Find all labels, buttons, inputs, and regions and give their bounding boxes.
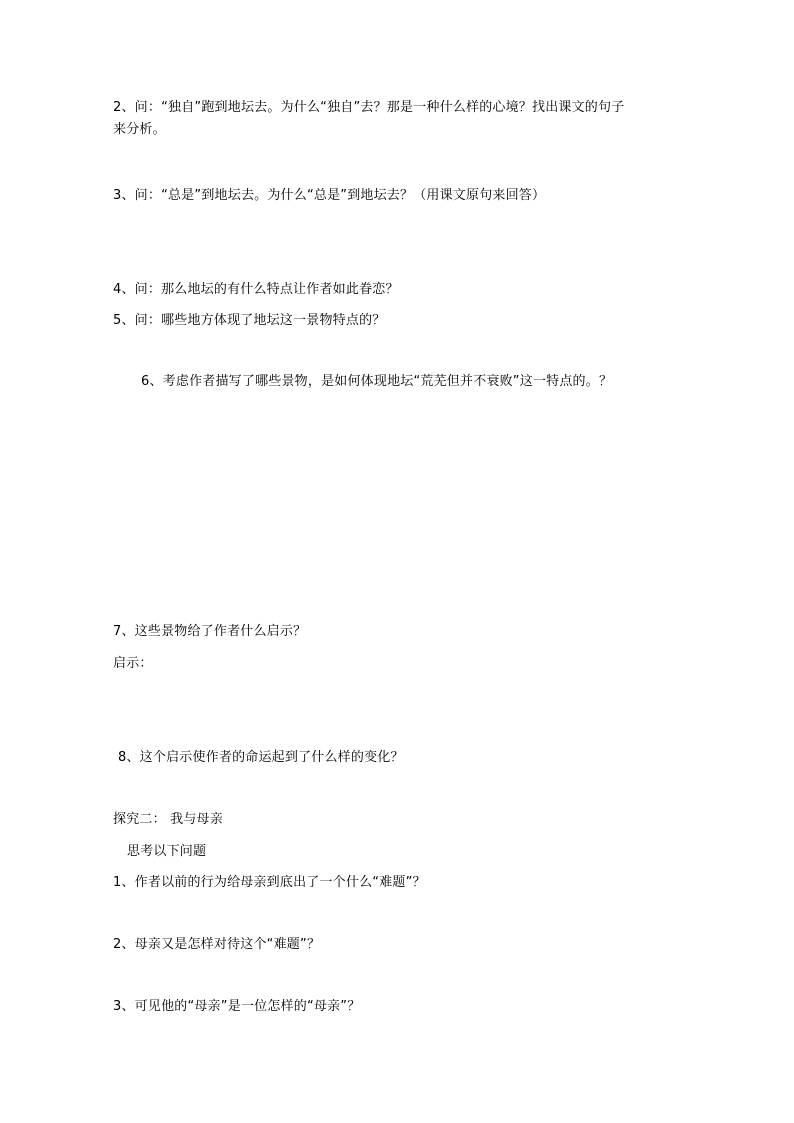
question-3: 3、问：“总是”到地坛去。为什么“总是”到地坛去？（用课文原句来回答） xyxy=(113,188,546,203)
section-2-title: 探究二： 我与母亲 xyxy=(113,812,223,827)
question-6: 6、考虑作者描写了哪些景物，是如何体现地坛“荒芜但并不衰败”这一特点的。？ xyxy=(141,374,613,389)
question-2-line-2: 来分析。 xyxy=(113,122,166,137)
question-8: 8、这个启示使作者的命运起到了什么样的变化？ xyxy=(118,750,404,765)
question-7: 7、这些景物给了作者什么启示？ xyxy=(113,624,307,639)
question-2-line-1: 2、问：“独自”跑到地坛去。为什么“独自”去？那是一种什么样的心境？找出课文的句子 xyxy=(113,100,625,115)
question-4: 4、问：那么地坛的有什么特点让作者如此眷恋？ xyxy=(113,282,399,297)
section-2-question-3: 3、可见他的“母亲”是一位怎样的“母亲”？ xyxy=(113,999,361,1014)
section-2-subtitle: 思考以下问题 xyxy=(127,844,207,859)
section-2-question-2: 2、母亲又是怎样对待这个“难题”？ xyxy=(113,937,321,952)
question-5: 5、问：哪些地方体现了地坛这一景物特点的？ xyxy=(113,313,386,328)
question-7-answer-label: 启示： xyxy=(113,656,153,671)
section-2-question-1: 1、作者以前的行为给母亲到底出了一个什么“难题”？ xyxy=(113,875,426,890)
